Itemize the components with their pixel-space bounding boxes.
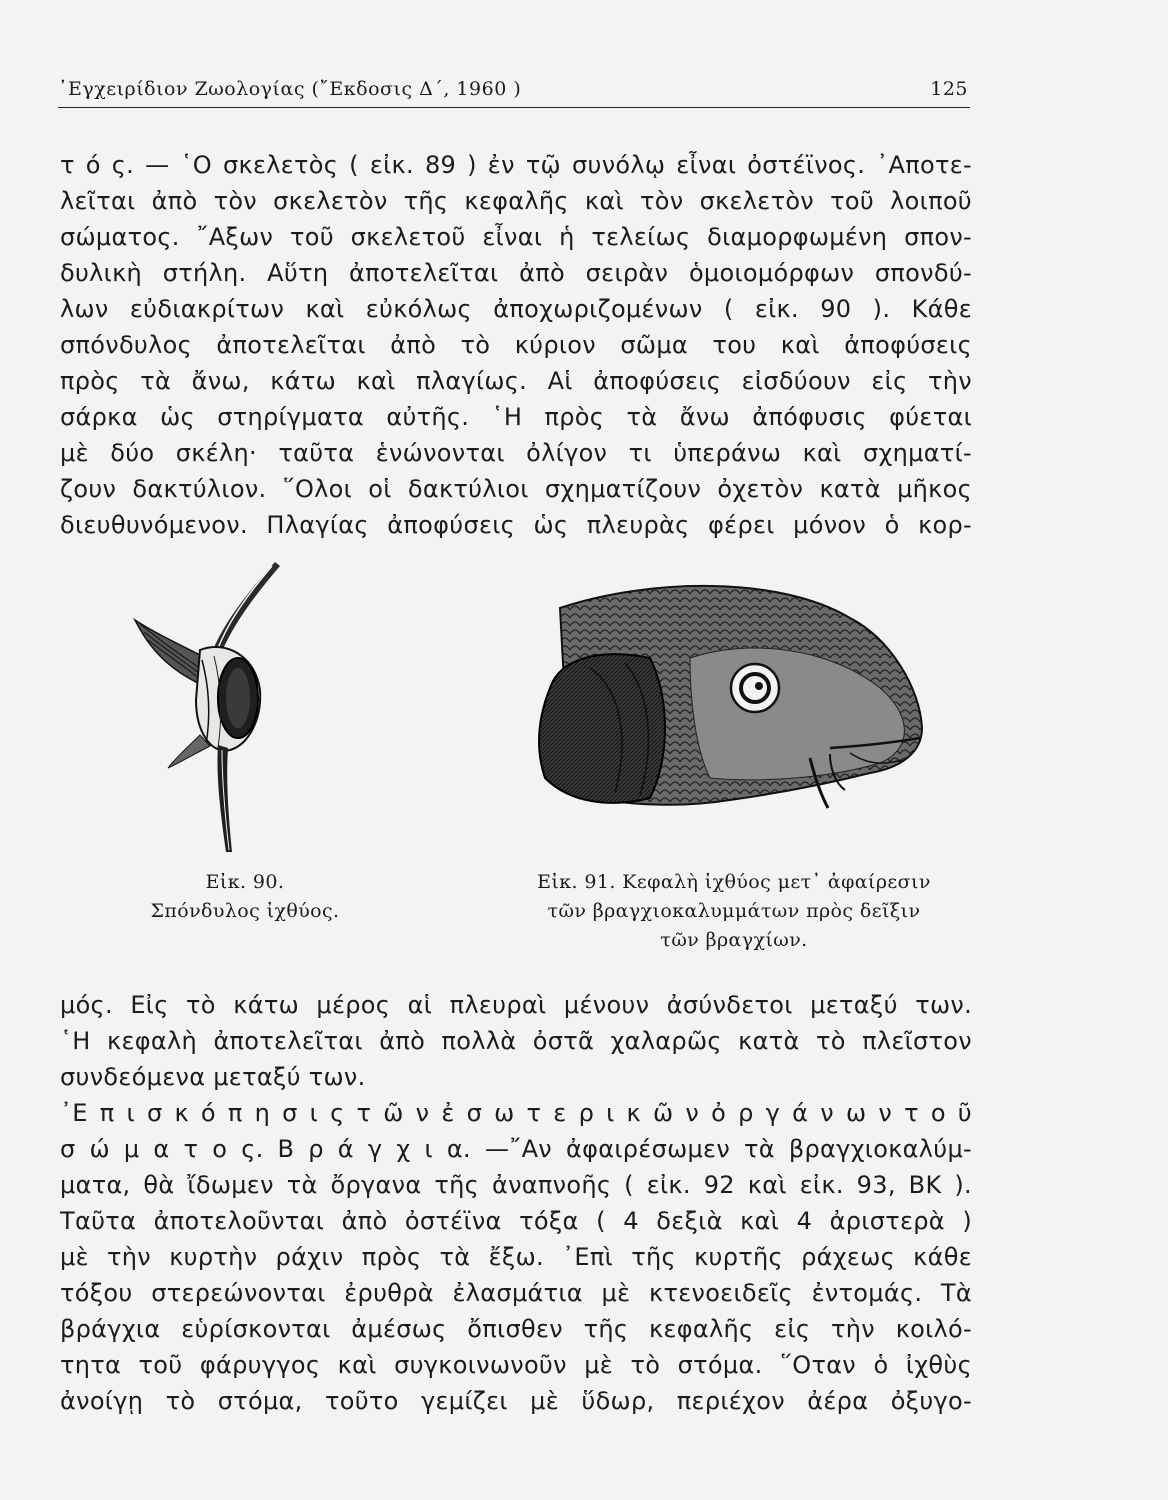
text-line: ῾Η κεφαλὴ ἀποτελεῖται ἀπὸ πολλὰ ὀστᾶ χαλαρῶς κατὰ τὸ πλεῖστον [60,1027,972,1055]
text-line: λων εὐδιακρίτων καὶ εὐκόλως ἀποχωριζομένων ( εἰκ. 90 ). Κάθε [60,295,972,323]
body-text-top [60,147,972,543]
header-rule [58,107,970,108]
text-line: συνδεόμενα μεταξύ των. [60,1063,366,1091]
text-line: διευθυνόμενον. Πλαγίας ἀποφύσεις ὡς πλευρὰς φέρει μόνον ὁ κορ- [60,511,972,539]
section-heading-line: ᾿Ε π ι σ κ ό π η σ ι ς τ ῶ ν ἐ σ ω τ ε ρ ι κ ῶ ν ὀ ρ γ ά ν ω ν τ ο ῦ [60,1099,972,1127]
caption-line: τῶν βραγχιοκαλυμμάτων πρὸς δεῖξιν [547,900,921,922]
caption-line: τῶν βραγχίων. [660,929,808,951]
figure-91-caption [508,868,960,955]
text-line: μός. Εἰς τὸ κάτω μέρος αἱ πλευραὶ μένουν ἀσύνδετοι μεταξύ των. [60,991,972,1019]
text-line: λεῖται ἀπὸ τὸν σκελετὸν τῆς κεφαλῆς καὶ τὸν σκελετὸν τοῦ λοιποῦ [60,187,972,215]
text-line: βράγχια εὑρίσκονται ἀμέσως ὄπισθεν τῆς κεφαλῆς εἰς τὴν κοιλό- [60,1315,972,1343]
text-line: τ ό ς. — ῾Ο σκελετὸς ( εἰκ. 89 ) ἐν τῷ συνόλῳ εἶναι ὀστέϊνος. ᾿Αποτε- [60,151,972,179]
text-line: ζουν δακτύλιον. ῞Ολοι οἱ δακτύλιοι σχηματίζουν ὀχετὸν κατὰ μῆκος [60,475,972,503]
text-line: πρὸς τὰ ἄνω, κάτω καὶ πλαγίως. Αἱ ἀποφύσεις εἰσδύουν εἰς τὴν [60,367,972,395]
text-line: τητα τοῦ φάρυγγος καὶ συγκοινωνοῦν μὲ τὸ στόμα. ῞Οταν ὁ ἰχθὺς [60,1351,972,1379]
text-line: σώματος. ῎Αξων τοῦ σκελετοῦ εἶναι ἡ τελείως διαμορφωμένη σπον- [60,223,972,251]
text-line: ἀνοίγῃ τὸ στόμα, τοῦτο γεμίζει μὲ ὕδωρ, περιέχον ἀέρα ὀξυγο- [60,1387,972,1415]
page-number: 125 [930,78,968,100]
caption-line: Εἰκ. 91. Κεφαλὴ ἰχθύος μετ᾿ ἀφαίρεσιν [537,871,931,893]
text-line: σ ώ μ α τ ο ς. Β ρ ά γ χ ι α. —῎Αν ἀφαιρέσωμεν τὰ βραγχιοκαλύμ- [60,1135,972,1163]
running-header [58,74,968,106]
fish-vertebra-illustration [130,560,300,860]
text-line: σάρκα ὡς στηρίγματα αὐτῆς. ῾Η πρὸς τὰ ἄνω ἀπόφυσις φύεται [60,403,972,431]
body-text-bottom [60,987,972,1419]
text-line: μὲ δύο σκέλη· ταῦτα ἑνώνονται ὀλίγον τι ὑπεράνω καὶ σχηματί- [60,439,972,467]
text-line: ματα, θὰ ἴδωμεν τὰ ὄργανα τῆς ἀναπνοῆς ( εἰκ. 92 καὶ εἰκ. 93, ΒΚ ). [60,1171,972,1199]
fish-head-gills-illustration [530,578,930,828]
text-line: Ταῦτα ἀποτελοῦνται ἀπὸ ὀστέϊνα τόξα ( 4 δεξιὰ καὶ 4 ἀριστερὰ ) [60,1207,972,1235]
text-line: τόξου στερεώνονται ἐρυθρὰ ἐλασμάτια μὲ κτενοειδεῖς ἐντομάς. Τὰ [60,1279,972,1307]
text-line: σπόνδυλος ἀποτελεῖται ἀπὸ τὸ κύριον σῶμα του καὶ ἀποφύσεις [60,331,972,359]
text-line: μὲ τὴν κυρτὴν ράχιν πρὸς τὰ ἔξω. ᾿Επὶ τῆς κυρτῆς ράχεως κάθε [60,1243,972,1271]
text-line: δυλικὴ στήλη. Αὕτη ἀποτελεῖται ἀπὸ σειρὰν ὁμοιομόρφων σπονδύ- [60,259,972,287]
header-title: ᾿Εγχειρίδιον Ζωολογίας (῎Εκδοσις Δ΄, 1960 ) [58,78,522,100]
figure-90-caption [120,868,370,926]
caption-line: Εἰκ. 90. [205,871,285,893]
caption-line: Σπόνδυλος ἰχθύος. [150,900,340,922]
